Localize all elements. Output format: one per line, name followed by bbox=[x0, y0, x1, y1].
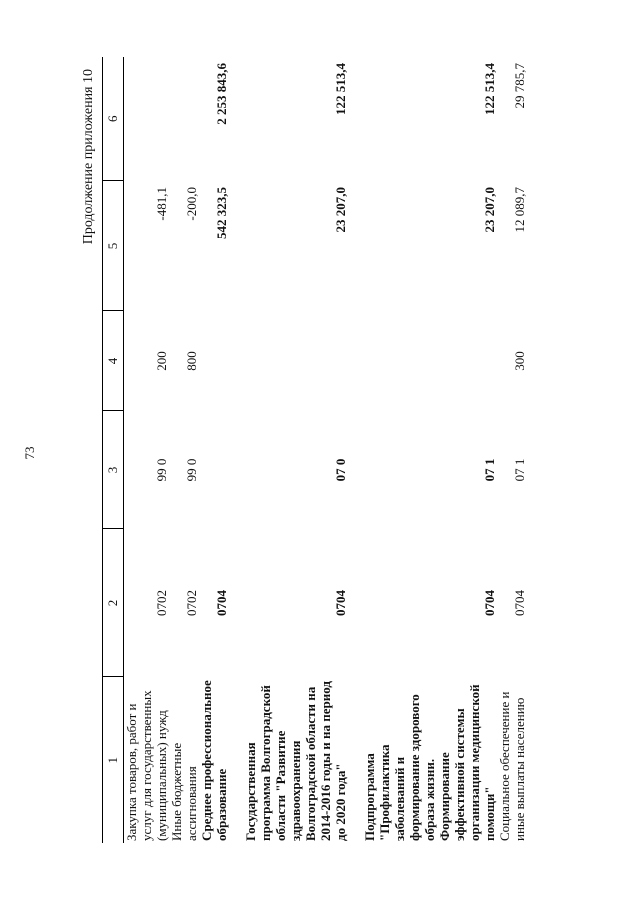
row-name: Среднее профессиональное образование bbox=[199, 680, 229, 841]
row-name: Государственная программа Волгоградской области "Развитие здравоохранения Волгоградской области на 2014-2016 годы и на период до 2020 года" bbox=[243, 681, 348, 841]
row-program-code: 99 0 bbox=[154, 458, 169, 482]
row-amount-col6: 2 253 843,6 bbox=[214, 63, 229, 125]
row-amount-col5: 542 323,5 bbox=[214, 187, 229, 239]
row-program-code: 99 0 bbox=[184, 458, 199, 482]
header-col-3: 3 bbox=[103, 411, 124, 529]
header-col-2: 2 bbox=[103, 529, 124, 677]
table-row bbox=[124, 57, 170, 843]
header-col-4: 4 bbox=[103, 311, 124, 411]
header-row bbox=[103, 57, 124, 843]
row-amount-col6: 29 785,7 bbox=[512, 63, 527, 109]
row-amount-col6 bbox=[169, 57, 199, 181]
row-name: Иные бюджетные ассигнования bbox=[169, 742, 199, 841]
row-amount-col5: 23 207,0 bbox=[333, 187, 348, 233]
row-amount-col6: 122 513,4 bbox=[482, 63, 497, 115]
page-number: 73 bbox=[22, 446, 37, 460]
row-amount-col5: 23 207,0 bbox=[482, 187, 497, 233]
appendix-continuation-caption: Продолжение приложения 10 bbox=[81, 69, 96, 245]
row-expense-type: 200 bbox=[154, 351, 169, 371]
row-amount-col6 bbox=[124, 57, 170, 181]
row-section-code: 0704 bbox=[333, 590, 348, 616]
row-expense-type: 800 bbox=[184, 351, 199, 371]
row-program-code bbox=[199, 411, 229, 529]
header-col-6: 6 bbox=[103, 57, 124, 181]
header-col-5: 5 bbox=[103, 181, 124, 311]
row-expense-type: 300 bbox=[512, 351, 527, 371]
row-name: Подпрограмма "Профилактика заболеваний и формирование здорового образа жизни. Формирование эффективной системы организации медицинской помощи" bbox=[362, 684, 497, 841]
row-amount-col6: 122 513,4 bbox=[333, 63, 348, 115]
header-col-1: 1 bbox=[103, 677, 124, 843]
row-amount-col5: -200,0 bbox=[184, 187, 199, 221]
row-program-code: 07 1 bbox=[482, 458, 497, 482]
row-expense-type bbox=[229, 311, 348, 411]
row-section-code: 0702 bbox=[184, 590, 199, 616]
table-row bbox=[199, 57, 229, 843]
table-row bbox=[169, 57, 199, 843]
row-amount-col5: -481,1 bbox=[154, 187, 169, 221]
row-program-code: 07 1 bbox=[512, 458, 527, 482]
row-program-code: 07 0 bbox=[333, 458, 348, 482]
row-section-code: 0704 bbox=[482, 590, 497, 616]
row-name: Социальное обеспечение и иные выплаты населению bbox=[497, 691, 527, 841]
table-row bbox=[348, 57, 497, 843]
row-section-code: 0702 bbox=[154, 590, 169, 616]
row-expense-type bbox=[199, 311, 229, 411]
table-row bbox=[229, 57, 348, 843]
row-name: Закупка товаров, работ и услуг для государственных (муниципальных) нужд bbox=[124, 690, 169, 841]
row-expense-type bbox=[348, 311, 497, 411]
row-section-code: 0704 bbox=[214, 590, 229, 616]
budget-table bbox=[102, 57, 527, 843]
row-section-code: 0704 bbox=[512, 590, 527, 616]
row-amount-col5: 12 089,7 bbox=[512, 187, 527, 233]
table-row bbox=[497, 57, 527, 843]
